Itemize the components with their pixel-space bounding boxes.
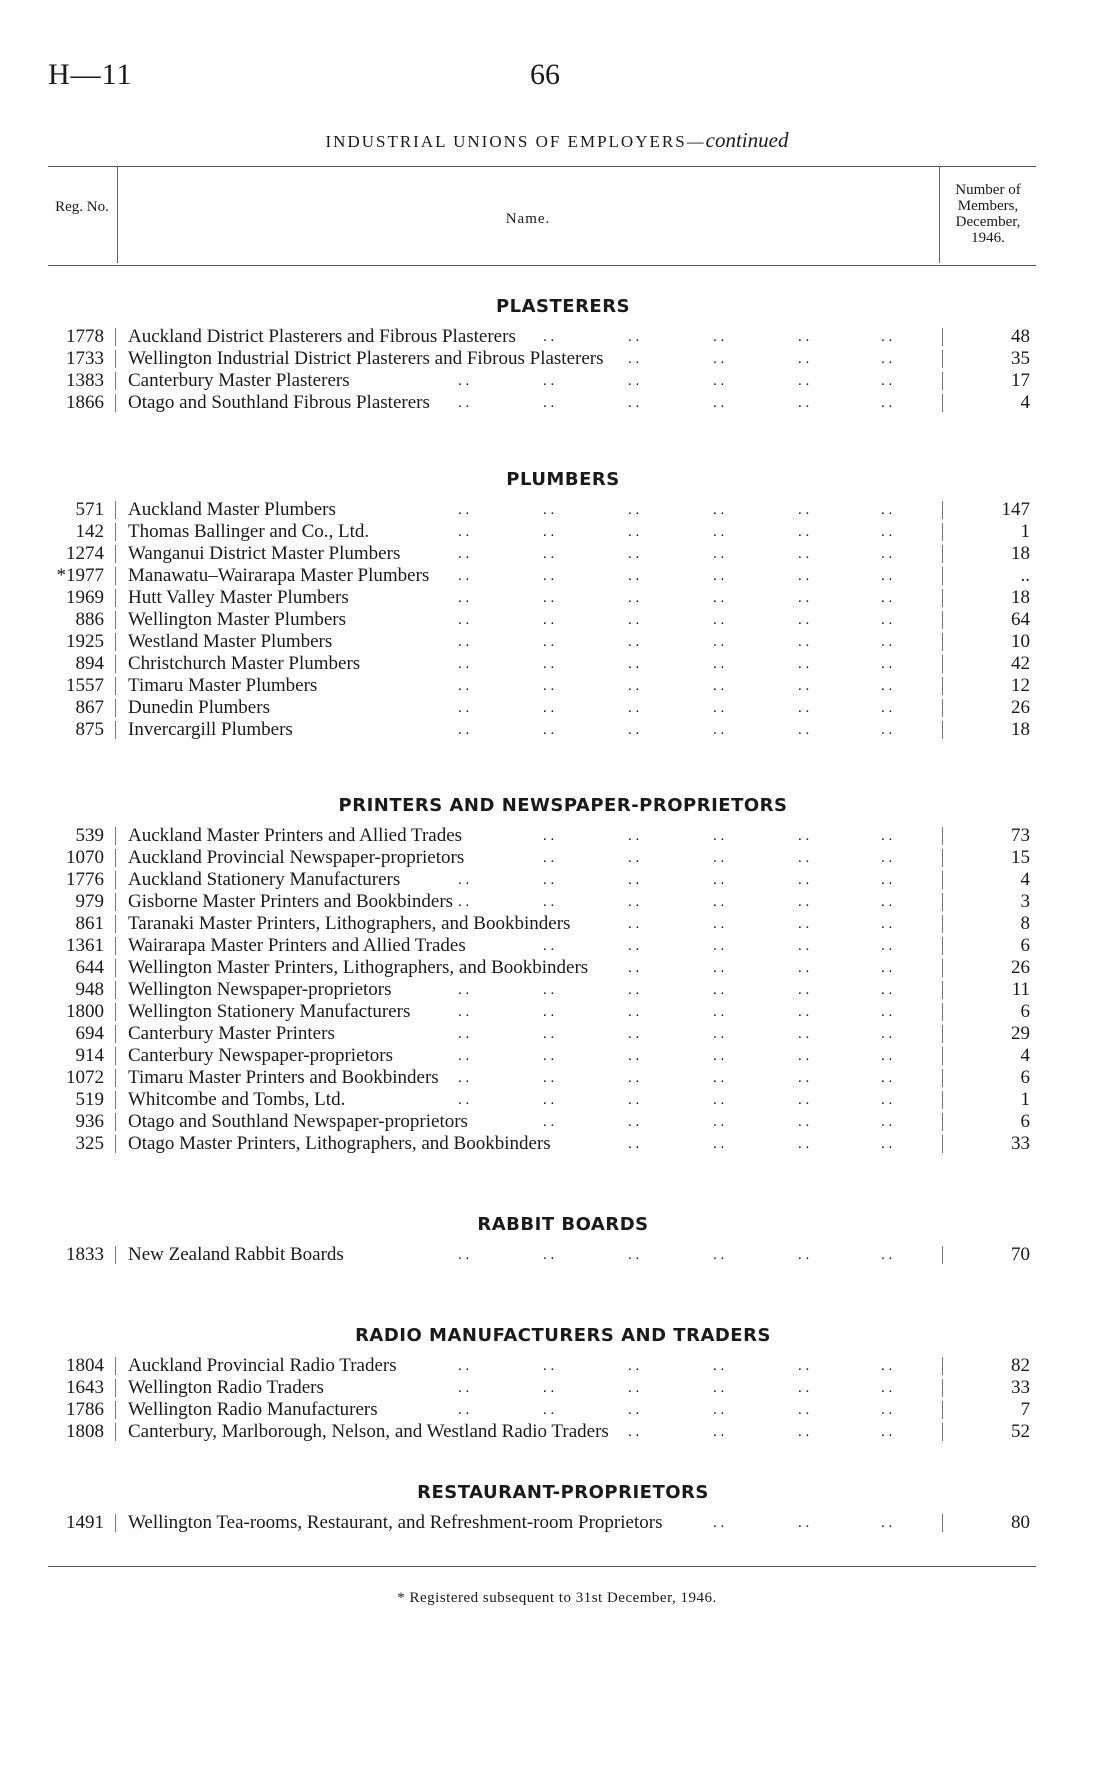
members-count: 70 xyxy=(1011,1244,1030,1265)
column-header-reg-no: Reg. No. xyxy=(55,199,109,215)
column-divider xyxy=(115,328,116,346)
column-divider xyxy=(942,1003,943,1021)
table-row xyxy=(0,543,1114,565)
union-name: Auckland District Plasterers and Fibrous Plasterers xyxy=(128,326,516,347)
column-divider xyxy=(115,1069,116,1087)
leader-dots: . . . . . . . . . . . . xyxy=(458,612,893,628)
table-row xyxy=(0,697,1114,719)
table-row xyxy=(0,1023,1114,1045)
reg-number: 1274 xyxy=(66,543,104,564)
members-count: 1 xyxy=(1020,521,1030,542)
union-name: Whitcombe and Tombs, Ltd. xyxy=(128,1089,346,1110)
column-divider xyxy=(942,1246,943,1264)
union-name: Wellington Industrial District Plasterers and Fibrous Plasterers xyxy=(128,348,604,369)
column-divider xyxy=(942,372,943,390)
union-name: Auckland Provincial Radio Traders xyxy=(128,1355,397,1376)
page-title xyxy=(0,128,1114,153)
members-count: 6 xyxy=(1020,1111,1030,1132)
column-divider xyxy=(942,1047,943,1065)
column-divider xyxy=(942,1514,943,1532)
column-divider xyxy=(115,501,116,519)
column-divider xyxy=(942,937,943,955)
leader-dots: . . . . . . . . xyxy=(628,1424,893,1440)
reg-number: 875 xyxy=(75,719,104,740)
column-divider xyxy=(942,959,943,977)
members-count: 18 xyxy=(1011,587,1030,608)
members-count: 6 xyxy=(1020,935,1030,956)
members-count: 6 xyxy=(1020,1067,1030,1088)
column-divider xyxy=(942,893,943,911)
members-count: 33 xyxy=(1011,1133,1030,1154)
members-count: 7 xyxy=(1020,1399,1030,1420)
members-count: 80 xyxy=(1011,1512,1030,1533)
union-name: Taranaki Master Printers, Lithographers, and Bookbinders xyxy=(128,913,571,934)
leader-dots: . . . . . . . . . . . . xyxy=(458,700,893,716)
members-count: 4 xyxy=(1020,869,1030,890)
column-divider xyxy=(942,501,943,519)
leader-dots: . . . . . . . . . . . . xyxy=(458,524,893,540)
column-header-members-line: December, xyxy=(955,214,1021,230)
table-row xyxy=(0,326,1114,348)
table-row xyxy=(0,1111,1114,1133)
column-divider xyxy=(115,827,116,845)
leader-dots: . . . . . . . . . . . . xyxy=(458,568,893,584)
leader-dots: . . . . . . . . . . . . xyxy=(458,1026,893,1042)
reg-number: 1557 xyxy=(66,675,104,696)
leader-dots: . . . . . . . . . . . . xyxy=(458,502,893,518)
column-divider xyxy=(115,394,116,412)
table-row xyxy=(0,1399,1114,1421)
section-title: PLUMBERS xyxy=(506,469,620,490)
table-row xyxy=(0,913,1114,935)
members-count: 4 xyxy=(1020,1045,1030,1066)
members-count: 35 xyxy=(1011,348,1030,369)
table-row xyxy=(0,1067,1114,1089)
union-name: Auckland Master Printers and Allied Trades xyxy=(128,825,463,846)
column-header-members-line: Number of xyxy=(955,182,1021,198)
leader-dots: . . . . . . . . . . . . xyxy=(458,872,893,888)
column-divider xyxy=(115,1423,116,1441)
section-title: RADIO MANUFACTURERS AND TRADERS xyxy=(355,1325,771,1346)
leader-dots: . . . . . . . . . . . . xyxy=(458,590,893,606)
column-header-members-line: Members, xyxy=(957,198,1019,214)
union-name: Wellington Tea-rooms, Restaurant, and Refreshment-room Proprietors xyxy=(128,1512,663,1533)
union-name: Canterbury, Marlborough, Nelson, and Westland Radio Traders xyxy=(128,1421,609,1442)
column-divider xyxy=(115,699,116,717)
leader-dots: . . . . . . . . . . . . xyxy=(458,656,893,672)
leader-dots: . . . . . . . . xyxy=(628,1136,893,1152)
reg-number: 1808 xyxy=(66,1421,104,1442)
column-header-members-line: 1946. xyxy=(971,230,1005,246)
column-divider xyxy=(942,567,943,585)
members-count: 12 xyxy=(1011,675,1030,696)
footnote: * Registered subsequent to 31st December, 1946. xyxy=(397,1590,717,1606)
column-divider xyxy=(942,350,943,368)
column-divider xyxy=(942,611,943,629)
leader-dots: . . . . . . . . . . . . xyxy=(458,395,893,411)
reg-number: 867 xyxy=(75,697,104,718)
reg-number: 1969 xyxy=(66,587,104,608)
union-name: New Zealand Rabbit Boards xyxy=(128,1244,344,1265)
column-divider xyxy=(115,655,116,673)
column-divider xyxy=(115,721,116,739)
leader-dots: . . . . . . . . . . . . xyxy=(458,678,893,694)
table-row xyxy=(0,1377,1114,1399)
union-name: Auckland Provincial Newspaper-proprietors xyxy=(128,847,465,868)
leader-dots: . . . . . . . . . . . . xyxy=(458,982,893,998)
table-row xyxy=(0,675,1114,697)
reg-number: 948 xyxy=(75,979,104,1000)
union-name: Christchurch Master Plumbers xyxy=(128,653,361,674)
leader-dots: . . . . . . . . . . xyxy=(543,329,893,345)
column-divider xyxy=(115,1113,116,1131)
column-divider xyxy=(115,1246,116,1264)
leader-dots: . . . . . . . . . . xyxy=(543,850,893,866)
table-row xyxy=(0,719,1114,741)
leader-dots: . . . . . . . . . . . . xyxy=(458,722,893,738)
members-count: 29 xyxy=(1011,1023,1030,1044)
column-divider xyxy=(942,655,943,673)
column-divider xyxy=(942,1379,943,1397)
page-title-main: INDUSTRIAL UNIONS OF EMPLOYERS— xyxy=(325,132,706,151)
members-count: 17 xyxy=(1011,370,1030,391)
union-name: Canterbury Newspaper-proprietors xyxy=(128,1045,393,1066)
column-divider xyxy=(115,1379,116,1397)
reg-number: 1072 xyxy=(66,1067,104,1088)
union-name: Wellington Radio Manufacturers xyxy=(128,1399,378,1420)
leader-dots: . . . . . . . . . . . . xyxy=(458,1380,893,1396)
members-count: 6 xyxy=(1020,1001,1030,1022)
column-divider xyxy=(115,523,116,541)
table-row xyxy=(0,1133,1114,1155)
leader-dots: . . . . . . . . . . . . xyxy=(458,1048,893,1064)
reg-number: 644 xyxy=(75,957,104,978)
leader-dots: . . . . . . . . . . . . xyxy=(458,373,893,389)
reg-number: 1778 xyxy=(66,326,104,347)
reg-number: 1866 xyxy=(66,392,104,413)
reg-number: 325 xyxy=(75,1133,104,1154)
column-divider xyxy=(942,394,943,412)
column-divider xyxy=(115,1003,116,1021)
reg-number: 1383 xyxy=(66,370,104,391)
reg-number: 861 xyxy=(75,913,104,934)
members-count: 52 xyxy=(1011,1421,1030,1442)
union-name: Dunedin Plumbers xyxy=(128,697,270,718)
column-divider xyxy=(942,328,943,346)
column-divider xyxy=(115,1357,116,1375)
reg-number: 936 xyxy=(75,1111,104,1132)
column-divider xyxy=(942,915,943,933)
members-count: 1 xyxy=(1020,1089,1030,1110)
table-row xyxy=(0,499,1114,521)
reg-number: 1804 xyxy=(66,1355,104,1376)
members-count: .. xyxy=(1020,565,1030,586)
column-divider xyxy=(942,1357,943,1375)
union-name: Wellington Stationery Manufacturers xyxy=(128,1001,411,1022)
column-header-name: Name. xyxy=(505,211,551,227)
column-divider xyxy=(942,523,943,541)
union-name: Gisborne Master Printers and Bookbinders xyxy=(128,891,454,912)
table-row xyxy=(0,847,1114,869)
reg-number: 571 xyxy=(75,499,104,520)
leader-dots: . . . . . . . . . . . . xyxy=(458,1004,893,1020)
table-row xyxy=(0,1089,1114,1111)
members-count: 48 xyxy=(1011,326,1030,347)
members-count: 73 xyxy=(1011,825,1030,846)
column-divider xyxy=(942,721,943,739)
table-row xyxy=(0,979,1114,1001)
reg-number: 1833 xyxy=(66,1244,104,1265)
leader-dots: . . . . . . . . . . . . xyxy=(458,634,893,650)
column-divider xyxy=(942,699,943,717)
union-name: Hutt Valley Master Plumbers xyxy=(128,587,349,608)
column-divider xyxy=(942,849,943,867)
union-name: Otago and Southland Fibrous Plasterers xyxy=(128,392,430,413)
leader-dots: . . . . . . . . . . xyxy=(543,938,893,954)
column-divider xyxy=(942,1113,943,1131)
reg-number: 1786 xyxy=(66,1399,104,1420)
table-row xyxy=(0,935,1114,957)
column-divider xyxy=(942,1135,943,1153)
table-row xyxy=(0,1355,1114,1377)
union-name: Westland Master Plumbers xyxy=(128,631,333,652)
table-row xyxy=(0,392,1114,414)
column-divider xyxy=(115,1025,116,1043)
column-divider xyxy=(115,849,116,867)
reg-number: 1070 xyxy=(66,847,104,868)
table-row xyxy=(0,1421,1114,1443)
column-header-members xyxy=(940,182,1036,246)
leader-dots: . . . . . . xyxy=(713,1515,893,1531)
section-title: PLASTERERS xyxy=(495,296,631,317)
table-row xyxy=(0,1512,1114,1534)
members-count: 4 xyxy=(1020,392,1030,413)
leader-dots: . . . . . . . . . . . . xyxy=(458,1402,893,1418)
column-divider xyxy=(115,611,116,629)
column-divider xyxy=(115,871,116,889)
union-name: Canterbury Master Printers xyxy=(128,1023,335,1044)
section-title: RABBIT BOARDS xyxy=(477,1214,649,1235)
leader-dots: . . . . . . . . . . . . xyxy=(458,1358,893,1374)
column-divider xyxy=(942,545,943,563)
leader-dots: . . . . . . . . xyxy=(628,960,893,976)
members-count: 26 xyxy=(1011,957,1030,978)
union-name: Wellington Master Printers, Lithographers, and Bookbinders xyxy=(128,957,589,978)
column-divider xyxy=(942,1091,943,1109)
column-divider xyxy=(115,915,116,933)
union-name: Timaru Master Printers and Bookbinders xyxy=(128,1067,439,1088)
column-divider xyxy=(115,589,116,607)
union-name: Auckland Stationery Manufacturers xyxy=(128,869,401,890)
column-divider xyxy=(115,959,116,977)
reg-number: 519 xyxy=(75,1089,104,1110)
column-divider xyxy=(115,545,116,563)
members-count: 42 xyxy=(1011,653,1030,674)
table-row xyxy=(0,565,1114,587)
reg-number: 979 xyxy=(75,891,104,912)
reg-number: 694 xyxy=(75,1023,104,1044)
leader-dots: . . . . . . . . . . . . xyxy=(458,1070,893,1086)
union-name: Otago Master Printers, Lithographers, and Bookbinders xyxy=(128,1133,551,1154)
table-row xyxy=(0,1244,1114,1266)
column-divider xyxy=(942,1401,943,1419)
table-row xyxy=(0,521,1114,543)
column-divider xyxy=(115,1047,116,1065)
members-count: 33 xyxy=(1011,1377,1030,1398)
column-divider xyxy=(115,1401,116,1419)
union-name: Thomas Ballinger and Co., Ltd. xyxy=(128,521,370,542)
leader-dots: . . . . . . . . . . . . xyxy=(458,546,893,562)
union-name: Canterbury Master Plasterers xyxy=(128,370,350,391)
members-count: 26 xyxy=(1011,697,1030,718)
reg-number: 539 xyxy=(75,825,104,846)
leader-dots: . . . . . . . . . . . . xyxy=(458,1092,893,1108)
table-row xyxy=(0,1001,1114,1023)
table-row xyxy=(0,653,1114,675)
column-divider xyxy=(115,937,116,955)
column-divider xyxy=(115,893,116,911)
table-bottom-rule xyxy=(48,1566,1036,1567)
column-divider xyxy=(942,827,943,845)
union-name: Manawatu–Wairarapa Master Plumbers xyxy=(128,565,430,586)
reg-number: 1800 xyxy=(66,1001,104,1022)
column-divider xyxy=(115,350,116,368)
document-reference: H—11 xyxy=(48,58,133,91)
page-number: 66 xyxy=(530,58,560,91)
column-divider xyxy=(942,1025,943,1043)
union-name: Timaru Master Plumbers xyxy=(128,675,318,696)
column-divider xyxy=(115,677,116,695)
leader-dots: . . . . . . . . xyxy=(628,351,893,367)
reg-number: 1925 xyxy=(66,631,104,652)
column-divider xyxy=(115,633,116,651)
column-divider xyxy=(942,1423,943,1441)
section-title: PRINTERS AND NEWSPAPER-PROPRIETORS xyxy=(338,795,788,816)
members-count: 18 xyxy=(1011,543,1030,564)
leader-dots: . . . . . . . . . . . . xyxy=(458,1247,893,1263)
members-count: 10 xyxy=(1011,631,1030,652)
table-row xyxy=(0,891,1114,913)
reg-number: 1361 xyxy=(66,935,104,956)
column-divider xyxy=(115,1135,116,1153)
union-name: Auckland Master Plumbers xyxy=(128,499,336,520)
column-divider xyxy=(942,677,943,695)
union-name: Wairarapa Master Printers and Allied Trades xyxy=(128,935,466,956)
reg-number: 1491 xyxy=(66,1512,104,1533)
column-divider xyxy=(115,981,116,999)
members-count: 64 xyxy=(1011,609,1030,630)
union-name: Wellington Newspaper-proprietors xyxy=(128,979,392,1000)
members-count: 15 xyxy=(1011,847,1030,868)
table-row xyxy=(0,370,1114,392)
column-divider xyxy=(942,1069,943,1087)
column-divider xyxy=(115,1091,116,1109)
union-name: Wanganui District Master Plumbers xyxy=(128,543,401,564)
reg-number: 914 xyxy=(75,1045,104,1066)
reg-number: 894 xyxy=(75,653,104,674)
members-count: 147 xyxy=(1001,499,1030,520)
reg-number: *1977 xyxy=(56,565,104,586)
reg-number: 886 xyxy=(75,609,104,630)
table-top-rule xyxy=(48,166,1036,167)
column-divider xyxy=(115,567,116,585)
reg-number: 1643 xyxy=(66,1377,104,1398)
column-divider xyxy=(942,589,943,607)
table-header-rule xyxy=(48,265,1036,266)
members-count: 11 xyxy=(1011,979,1030,1000)
union-name: Wellington Master Plumbers xyxy=(128,609,346,630)
section-title: RESTAURANT-PROPRIETORS xyxy=(417,1482,709,1503)
column-divider xyxy=(115,372,116,390)
reg-number: 1733 xyxy=(66,348,104,369)
table-row xyxy=(0,631,1114,653)
column-divider xyxy=(942,871,943,889)
column-divider xyxy=(942,981,943,999)
leader-dots: . . . . . . . . xyxy=(628,916,893,932)
column-divider xyxy=(115,1514,116,1532)
members-count: 3 xyxy=(1020,891,1030,912)
reg-number: 142 xyxy=(75,521,104,542)
table-row xyxy=(0,825,1114,847)
leader-dots: . . . . . . . . . . xyxy=(543,1114,893,1130)
table-row xyxy=(0,1045,1114,1067)
table-row xyxy=(0,869,1114,891)
members-count: 82 xyxy=(1011,1355,1030,1376)
members-count: 8 xyxy=(1020,913,1030,934)
column-divider xyxy=(942,633,943,651)
leader-dots: . . . . . . . . . . xyxy=(543,828,893,844)
page-title-continued: continued xyxy=(705,128,789,152)
table-row xyxy=(0,609,1114,631)
union-name: Wellington Radio Traders xyxy=(128,1377,324,1398)
members-count: 18 xyxy=(1011,719,1030,740)
table-row xyxy=(0,348,1114,370)
table-row xyxy=(0,957,1114,979)
leader-dots: . . . . . . . . . . . . xyxy=(458,894,893,910)
union-name: Invercargill Plumbers xyxy=(128,719,293,740)
table-row xyxy=(0,587,1114,609)
reg-number: 1776 xyxy=(66,869,104,890)
union-name: Otago and Southland Newspaper-proprietors xyxy=(128,1111,468,1132)
